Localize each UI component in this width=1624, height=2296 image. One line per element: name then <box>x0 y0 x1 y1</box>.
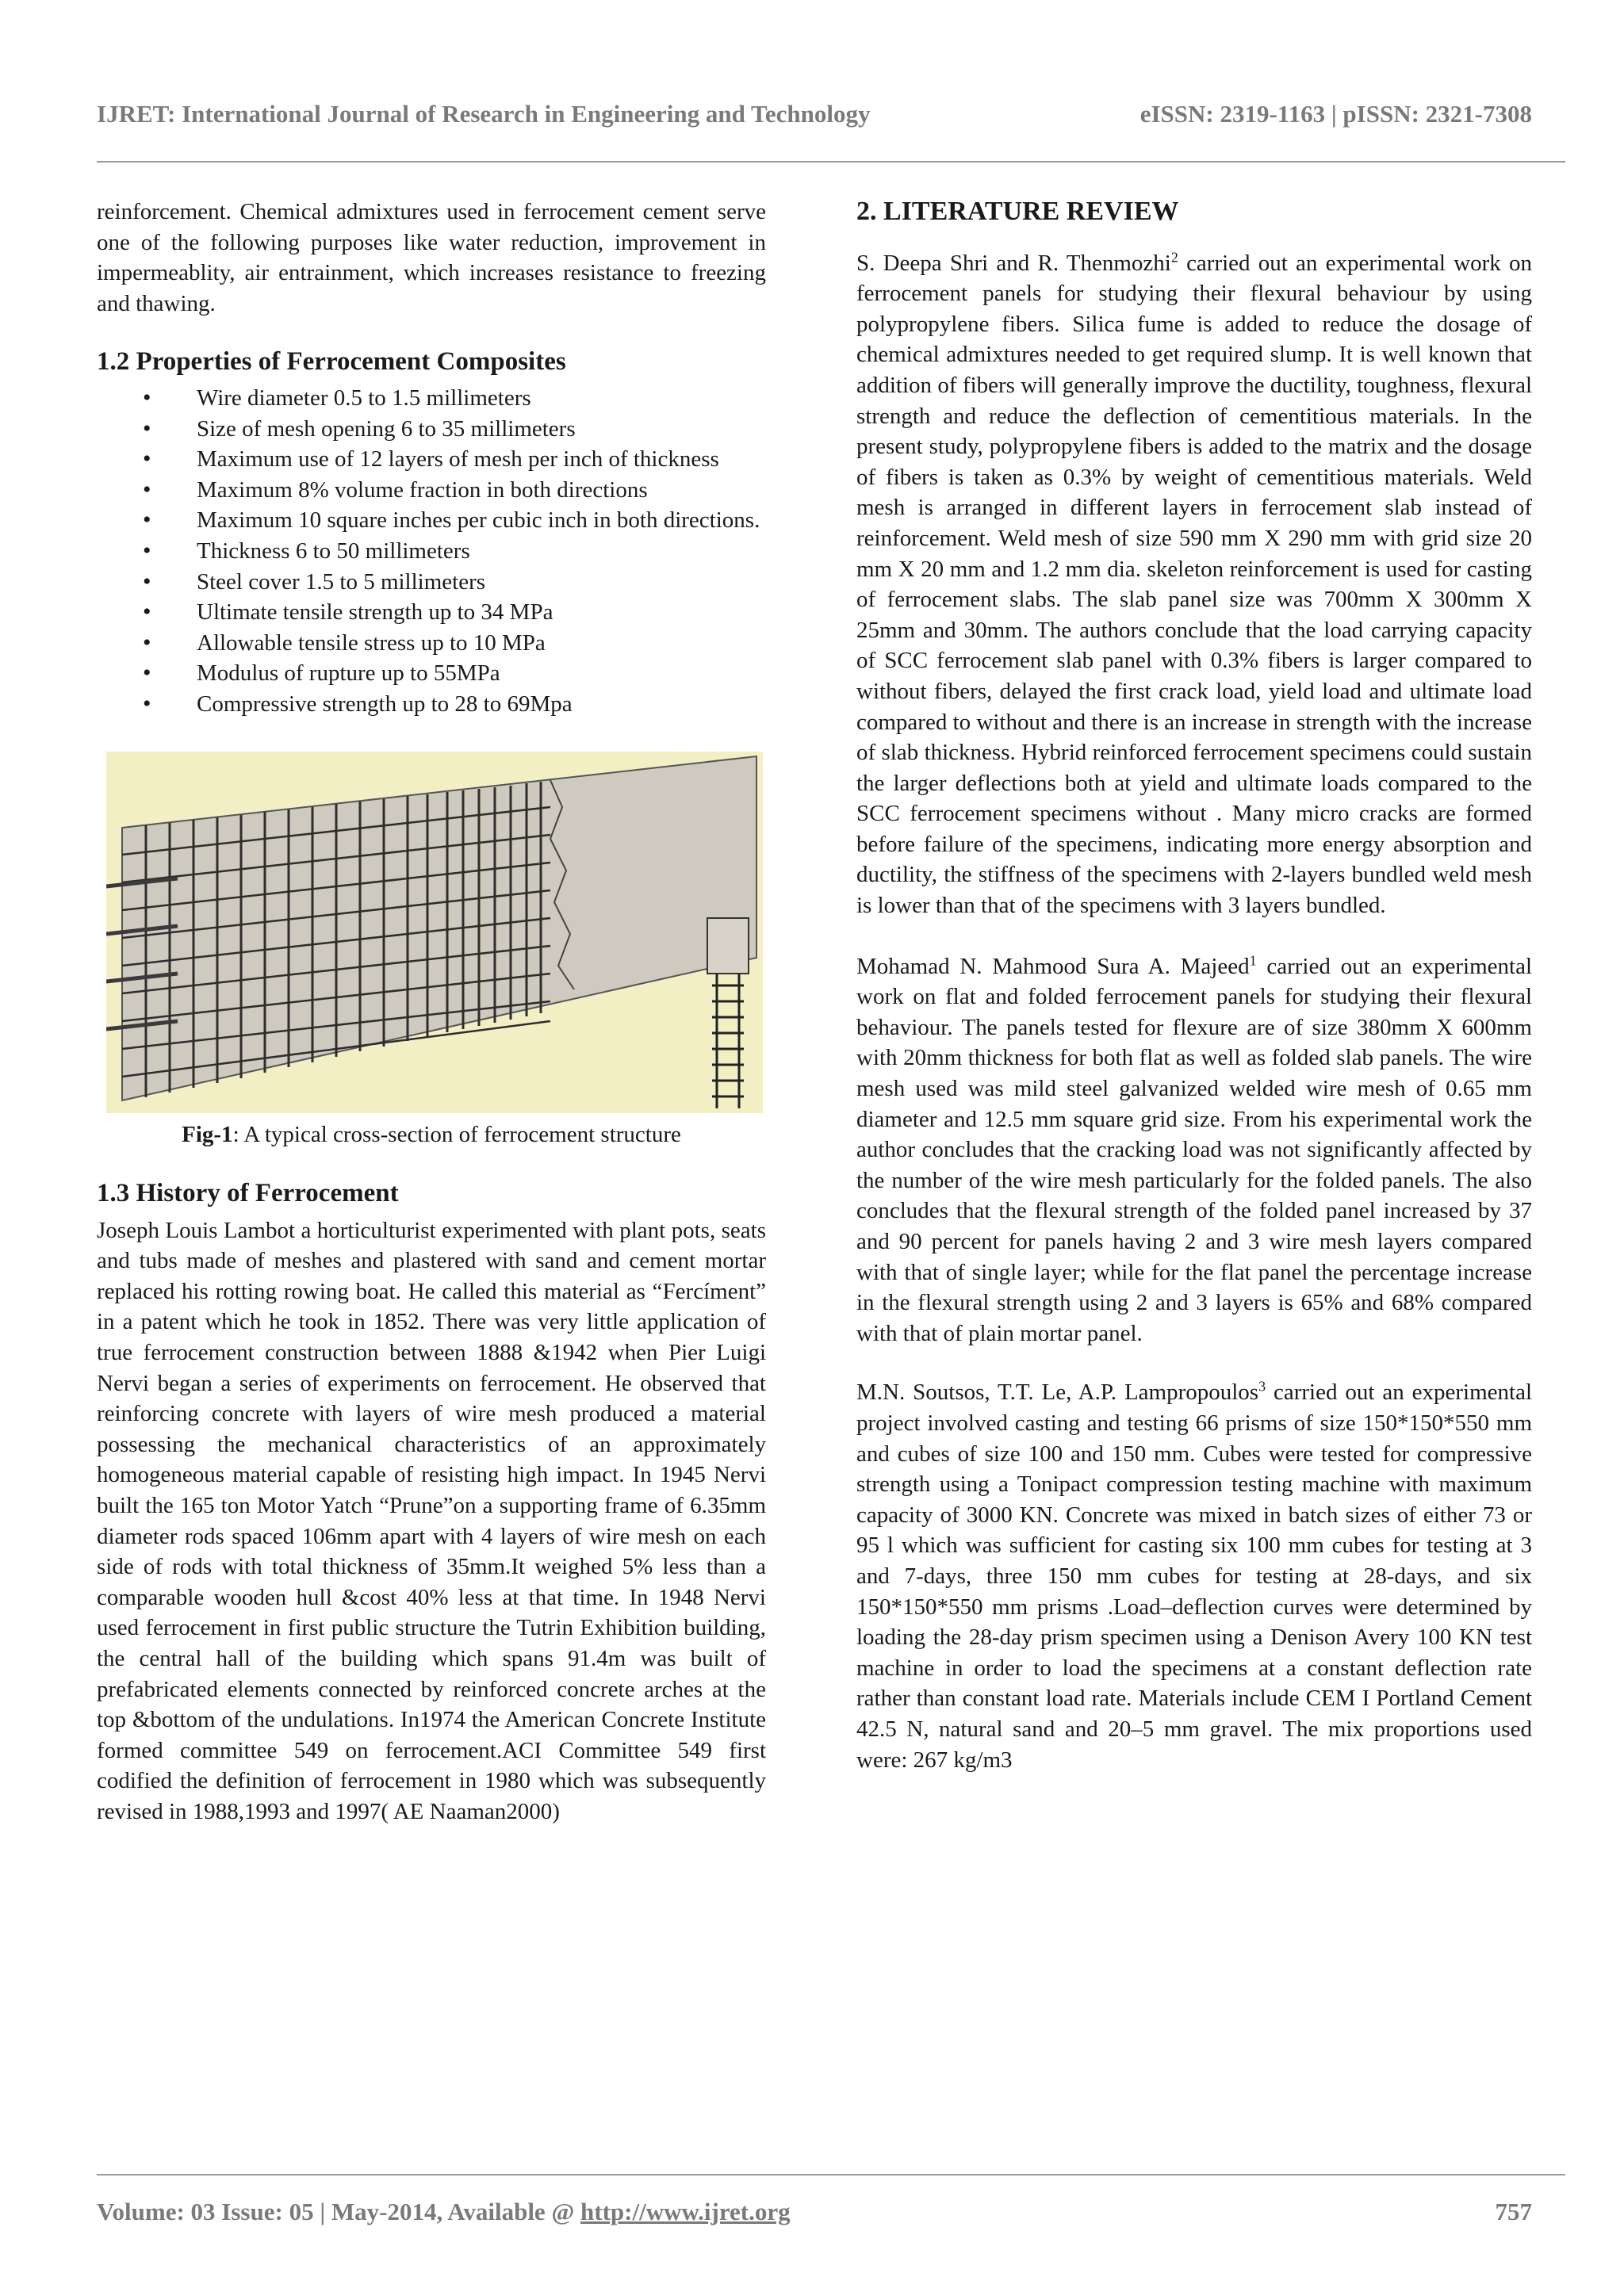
journal-url-link[interactable]: http://www.ijret.org <box>580 2198 791 2225</box>
list-item: • Modulus of rupture up to 55MPa <box>97 658 766 689</box>
volume-text: Volume: 03 Issue: 05 | May-2014, Available @ <box>97 2198 581 2225</box>
list-item: • Maximum use of 12 layers of mesh per inch of thickness <box>97 444 766 475</box>
authors: M.N. Soutsos, T.T. Le, A.P. Lampropoulos <box>856 1380 1259 1406</box>
left-column <box>97 197 766 1827</box>
right-column <box>856 197 1532 1775</box>
reference-number: 3 <box>1258 1378 1266 1395</box>
paragraph-text: carried out an experimental work on ferrocement panels for studying their flexural behaviour by using polypropylene fibers. Silica fume is added to reduce the dosage of chemical admixtures needed to get required slump. It is well known that addition of fibers will generally improve the ductility, toughness, flexural strength and reduce the deflection of cementitious materials. In the present study, polypropylene fibers is added to the matrix and the dosage of fibers is taken as 0.3% by weight of cementitious materials. Weld mesh is arranged in different layers in ferrocement slab instead of reinforcement. Weld mesh of size 590 mm X 290 mm with grid size 20 mm X 20 mm and 1.2 mm dia. skeleton reinforcement is used for casting of ferrocement slabs. The slab panel size was 700mm X 300mm X 25mm and 30mm. The authors conclude that the load carrying capacity of SCC ferrocement slab panel with 0.3% fibers is larger compared to without fibers, delayed the first crack load, yield load and ultimate load compared to without and there is an increase in strength with the increase of slab thickness. Hybrid reinforced ferrocement specimens could sustain the larger deflections both at yield and ultimate loads compared to the SCC ferrocement specimens without . Many micro cracks are formed before failure of the specimens, indicating more energy absorption and ductility, the stiffness of the specimens with 2-layers bundled weld mesh is lower than that of the specimens with 3 layers bundled. <box>856 250 1533 919</box>
section-1-3-heading: 1.3 History of Ferrocement <box>97 1179 399 1208</box>
section-2-heading: 2. LITERATURE REVIEW <box>856 197 1179 226</box>
list-item: • Compressive strength up to 28 to 69Mpa <box>97 689 766 720</box>
figure-label: Fig-1 <box>182 1121 233 1147</box>
authors: Mohamad N. Mahmood Sura A. Majeed <box>856 953 1250 979</box>
issn: eISSN: 2319-1163 | pISSN: 2321-7308 <box>1139 100 1532 128</box>
list-item: • Allowable tensile stress up to 10 MPa <box>97 628 766 659</box>
properties-list <box>97 383 766 720</box>
list-item: • Wire diameter 0.5 to 1.5 millimeters <box>97 383 766 414</box>
list-item: • Steel cover 1.5 to 5 millimeters <box>97 567 766 598</box>
literature-paragraph-1 <box>856 248 1532 921</box>
list-item: • Maximum 8% volume fraction in both directions <box>97 475 766 506</box>
history-paragraph: Joseph Louis Lambot a horticulturist experimented with plant pots, seats and tubs made of meshes and plastered with sand and cement mortar replaced his rotting rowing boat. He called this material as “Fercíment” in a patent which he took in 1852. There was very little application of true ferrocement construction between 1888 &1942 when Pier Luigi Nervi began a series of experiments on ferrocement. He observed that reinforcing concrete with layers of wire mesh produced a material possessing the mechanical characteristics of an approximately homogeneous material capable of resisting high impact. In 1945 Nervi built the 165 ton Motor Yatch “Prune”on a supporting frame of 6.35mm diameter rods spaced 106mm apart with 4 layers of wire mesh on each side of rods with total thickness of 35mm.It weighed 5% less than a comparable wooden hull &cost 40% less at that time. In 1948 Nervi used ferrocement in first public structure the Tutrin Exhibition building, the central hall of the building which spans 91.4m was built of prefabricated elements connected by reinforced concrete arches at the top &bottom of the undulations. In1974 the American Concrete Institute formed committee 549 on ferrocement.ACI Committee 549 first codified the definition of ferrocement in 1980 which was subsequently revised in 1988,1993 and 1997( AE Naaman2000) <box>97 1217 766 1824</box>
literature-paragraph-2 <box>856 951 1532 1349</box>
list-item: • Ultimate tensile strength up to 34 MPa <box>97 597 766 628</box>
page-number: 757 <box>1495 2198 1532 2225</box>
running-footer <box>97 2198 1532 2226</box>
section-1-2-heading: 1.2 Properties of Ferrocement Composites <box>97 347 566 377</box>
running-header <box>97 100 1532 128</box>
reference-number: 1 <box>1249 952 1257 968</box>
footer-rule <box>97 2174 1565 2175</box>
ferrocement-figure <box>106 752 763 1113</box>
intro-paragraph: reinforcement. Chemical admixtures used in ferrocement cement serve one of the following purposes like water reduction, improvement in impermeablity, air entrainment, which increases resistance to freezing and thawing. <box>97 199 766 316</box>
list-item: • Size of mesh opening 6 to 35 millimeters <box>97 414 766 445</box>
literature-paragraph-3 <box>856 1377 1532 1775</box>
reference-number: 2 <box>1170 248 1178 265</box>
list-item: • Thickness 6 to 50 millimeters <box>97 536 766 567</box>
ferrocement-cross-section-illustration <box>106 752 763 1113</box>
authors: S. Deepa Shri and R. Thenmozhi <box>856 250 1171 276</box>
figure-caption-text: : A typical cross-section of ferrocement structure <box>232 1121 681 1147</box>
journal-title: IJRET: International Journal of Research in Engineering and Technology <box>97 100 871 128</box>
paragraph-text: carried out an experimental work on flat and folded ferrocement panels for studying their flexural behaviour. The panels tested for flexure are of size 380mm X 600mm with 20mm thickness for both flat as well as folded slab panels. The wire mesh used was mild steel galvanized welded wire mesh of 0.65 mm diameter and 12.5 mm square grid size. From his experimental work the author concludes that the cracking load was not significantly affected by the number of the wire mesh particularly for the folded panels. The also concludes that the flexural strength of the folded panel increased by 37 and 90 percent for panels having 2 and 3 wire mesh layers compared with that of single layer; while for the flat panel the percentage increase in the flexural strength using 2 and 3 layers is 65% and 68% compared with that of plain mortar panel. <box>856 953 1532 1346</box>
figure-caption <box>97 1119 766 1150</box>
header-rule <box>97 161 1565 163</box>
footer-volume <box>97 2198 791 2226</box>
paragraph-text: carried out an experimental project involved casting and testing 66 prisms of size 150*150*550 mm and cubes of size 100 and 150 mm. Cubes were tested for compressive strength using a Tonipact compression testing machine with maximum capacity of 3000 KN. Concrete was mixed in batch sizes of either 73 or 95 l which was sufficient for casting six 100 mm cubes for testing at 3 and 7-days, three 150 mm cubes for testing at 28-days, and six 150*150*550 mm prisms .Load–deflection curves were determined by loading the 28-day prism specimen using a Denison Avery 100 KN test machine in order to load the specimens at a constant deflection rate rather than constant load rate. Materials include CEM I Portland Cement 42.5 N, natural sand and 20–5 mm gravel. The mix proportions used were: 267 kg/m3 <box>856 1380 1532 1773</box>
list-item: • Maximum 10 square inches per cubic inch in both directions. <box>97 505 766 536</box>
